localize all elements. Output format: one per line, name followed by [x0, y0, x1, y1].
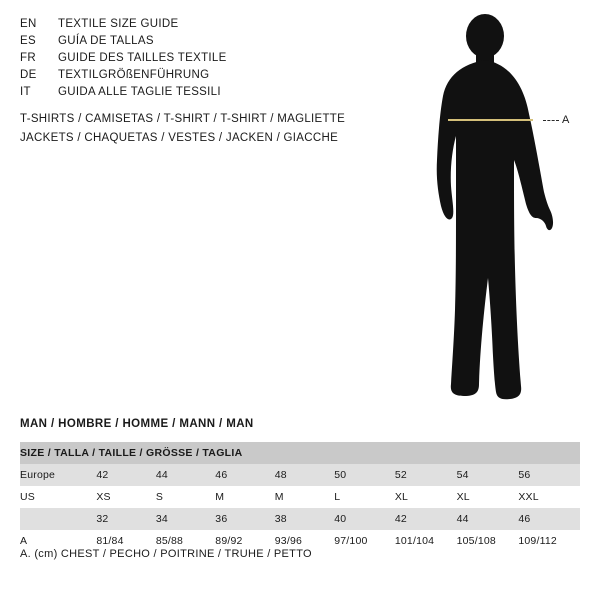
- language-row: [20, 33, 380, 50]
- cell: 89/92: [215, 535, 243, 547]
- table-header-row: [20, 442, 580, 464]
- cell: XL: [456, 491, 470, 503]
- language-legend: [20, 16, 380, 101]
- silhouette-icon: [400, 10, 600, 410]
- row-label: [20, 508, 96, 530]
- cell: 93/96: [274, 535, 303, 547]
- cell: 32: [96, 513, 109, 525]
- cell: 42: [394, 513, 407, 525]
- cell: 44: [155, 469, 168, 481]
- cell: 54: [456, 469, 469, 481]
- table-header-label: SIZE / TALLA / TAILLE / GRÖSSE / TAGLIA: [20, 447, 243, 459]
- callout-label-a: A: [562, 114, 570, 126]
- category-jackets: JACKETS / CHAQUETAS / VESTES / JACKEN / GIACCHE: [20, 132, 339, 144]
- male-figure-illustration: [400, 10, 600, 410]
- cell: 109/112: [518, 535, 557, 547]
- cell: 40: [334, 513, 347, 525]
- language-code: FR: [20, 52, 36, 64]
- cell: M: [274, 491, 284, 503]
- category-tshirts: T-SHIRTS / CAMISETAS / T-SHIRT / T-SHIRT / MAGLIETTE: [20, 113, 346, 125]
- cell: XL: [394, 491, 409, 503]
- cell: 34: [155, 513, 168, 525]
- language-row: [20, 16, 380, 33]
- language-text: GUIDE DES TAILLES TEXTILE: [58, 52, 227, 64]
- cell: 44: [456, 513, 469, 525]
- language-code: EN: [20, 18, 37, 30]
- footnote: A. (cm) CHEST / PECHO / POITRINE / TRUHE / PETTO: [20, 548, 312, 560]
- cell: 56: [518, 469, 531, 481]
- table-title: MAN / HOMBRE / HOMME / MANN / MAN: [20, 418, 254, 430]
- cell: 38: [274, 513, 287, 525]
- cell: M: [215, 491, 225, 503]
- cell: S: [155, 491, 164, 503]
- language-code: IT: [20, 86, 31, 98]
- language-text: TEXTILGRÖßENFÜHRUNG: [58, 69, 210, 81]
- cell: 36: [215, 513, 228, 525]
- language-row: [20, 67, 380, 84]
- cell: 105/108: [456, 535, 496, 547]
- cell: 46: [518, 513, 531, 525]
- cell: 42: [96, 469, 109, 481]
- language-row: [20, 50, 380, 67]
- cell: 81/84: [96, 535, 124, 547]
- row-label: A: [20, 535, 28, 547]
- language-text: GUÍA DE TALLAS: [58, 35, 154, 47]
- cell: 50: [334, 469, 347, 481]
- table-row: [20, 508, 580, 530]
- table-row: [20, 486, 580, 508]
- language-code: ES: [20, 35, 36, 47]
- language-text: GUIDA ALLE TAGLIE TESSILI: [58, 86, 221, 98]
- row-label: Europe: [20, 469, 56, 481]
- cell: 48: [274, 469, 287, 481]
- cell: XS: [96, 491, 111, 503]
- callout-dash-line: [543, 120, 559, 122]
- cell: 101/104: [394, 535, 435, 547]
- cell: L: [334, 491, 341, 503]
- cell: 97/100: [334, 535, 368, 547]
- language-text: TEXTILE SIZE GUIDE: [58, 18, 179, 30]
- category-list: [20, 110, 400, 148]
- cell: 46: [215, 469, 228, 481]
- cell: 85/88: [155, 535, 184, 547]
- cell: XXL: [518, 491, 539, 503]
- language-code: DE: [20, 69, 37, 81]
- table-row: [20, 464, 580, 486]
- language-row: [20, 84, 380, 101]
- row-label: US: [20, 491, 35, 503]
- size-table: [20, 442, 580, 552]
- cell: 52: [394, 469, 407, 481]
